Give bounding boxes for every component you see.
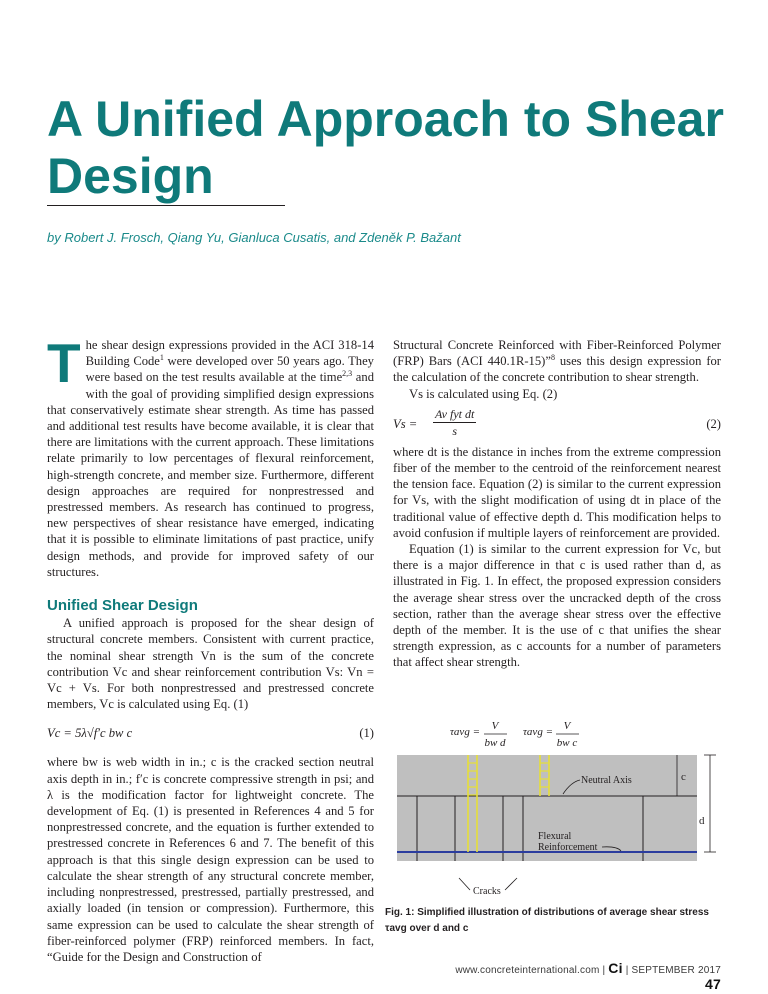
footer-site: www.concreteinternational.com: [455, 965, 600, 976]
figure-caption: Fig. 1: Simplified illustration of distributions of average shear stress τavg over d and c: [385, 907, 709, 934]
cracks-leader-left: [459, 878, 470, 890]
page-footer: www.concreteinternational.com | Ci | SEPTEMBER 2017 47: [455, 960, 721, 992]
ci-logo: Ci: [608, 960, 623, 976]
equation-2: [393, 406, 721, 442]
equation-2-fraction: Av fyt dt s: [435, 406, 475, 439]
equation-2-lhs: Vs =: [393, 416, 418, 431]
paragraph-where-2: where dt is the distance in inches from the extreme compression fiber of the member to the centroid of the reinforcement nearest the tension face. Equation (2) is similar to the current expression for Vs, with the slight modification of using dt in place of the traditional value of effective depth d. This modification helps to avoid confusion if multiple layers of reinforcement are provided.: [393, 444, 721, 540]
section-heading: Unified Shear Design: [47, 597, 198, 615]
intro-paragraph: The shear design expressions provided in the ACI 318-14 Building Code$^1$ were developed over 50 years ago. They were based on the test results available at the time$^{2,3}$ and with the goal of providing simplified design expressions that conservatively estimate shear strength. As time has passed and additional test results have become available, it is clear that there are limitations with the current approach. These limitations relate primarily to low percentages of flexural reinforcement, high-strength concrete, and member size. Furthermore, different design approaches are required for nonprestressed and prestressed members. As research has continued to progress, new perspectives of shear resistance have emerged, indicating that it is possible to eliminate limitations of past practice, unify design methods, and provide for improved safety of our structures.: [47, 332, 374, 579]
tau-c-denominator: bw c: [556, 737, 578, 749]
flexural-label-line1: Flexural: [538, 831, 572, 842]
paragraph-eq1-compare: Equation (1) is similar to the current expression for Vc, but there is a major difference in that c is used rather than d, as illustrated in Fig. 1. In effect, the proposed expression considers the average shear stress over the uncracked depth of the cross section, rather than the average shear stress over the effective depth of the member. It is the use of c that unifies the shear strength expression, as c accounts for a number of parameters that affect shear strength.: [393, 542, 721, 670]
article-title: A Unified Approach to Shear Design: [47, 91, 724, 204]
paragraph-frp: Structural Concrete Reinforced with Fiber-Reinforced Polymer (FRP) Bars (ACI 440.1R-15)”$^8$ uses this design expression for the calculation of the concrete contribution to shear strength.: [393, 338, 722, 385]
tau-c-lhs: τavg =: [523, 726, 553, 738]
drop-cap: T: [47, 332, 81, 394]
figure-1-shear-diagram: [395, 716, 722, 900]
tau-d-denominator: bw d: [484, 737, 506, 749]
equation-1-number: (1): [359, 726, 374, 741]
equation-1: [47, 722, 374, 746]
page-number: 47: [705, 976, 721, 992]
title-rule: [47, 205, 285, 206]
equation-1-body: Vc = 5λ√f′c bw c: [47, 726, 133, 741]
flexural-label-line2: Reinforcement: [538, 842, 598, 853]
paragraph-unified: A unified approach is proposed for the shear design of structural concrete members. Consistent with current practice, the nominal shear strength Vn is the sum of the concrete contribution Vc and shear reinforcement contribution Vs: Vn = Vc + Vs. For both nonprestressed and prestressed concrete members, Vc is calculated using Eq. (1): [47, 616, 374, 712]
byline: by Robert J. Frosch, Qiang Yu, Gianluca Cusatis, and Zdeněk P. Bažant: [47, 230, 461, 245]
equation-2-number: (2): [706, 416, 721, 431]
paragraph-vs-intro: Vs is calculated using Eq. (2): [409, 386, 558, 401]
tau-c-numerator: V: [563, 720, 571, 732]
column-left: [47, 332, 374, 965]
cracks-label: Cracks: [473, 886, 501, 897]
tau-d-numerator: V: [491, 720, 499, 732]
neutral-axis-label: Neutral Axis: [581, 775, 632, 786]
footer-issue: SEPTEMBER 2017: [631, 965, 721, 976]
d-dimension-label: d: [699, 815, 705, 827]
cracks-leader-right: [505, 878, 517, 890]
column-right: [393, 337, 721, 671]
tau-d-lhs: τavg =: [450, 726, 480, 738]
paragraph-where-1: where bw is web width in in.; c is the cracked section neutral axis depth in in.; f′c is concrete compressive strength in psi; and λ is the modification factor for lightweight concrete. The development of Eq. (1) is presented in References 4 and 5 for nonprestressed concrete, and the equation is further extended to prestressed concrete in References 6 and 7. The benefit of this approach is that this single design expression can be used to calculate the shear strength of any structural concrete member, including nonprestressed, prestressed, partially prestressed, and axially loaded (in tension or compression). Furthermore, this same expression can be used to calculate the shear strength of fiber-reinforced polymer (FRP) reinforced members. In fact, “Guide for the Design and Construction of: [47, 755, 374, 964]
c-dimension-label: c: [681, 771, 686, 783]
